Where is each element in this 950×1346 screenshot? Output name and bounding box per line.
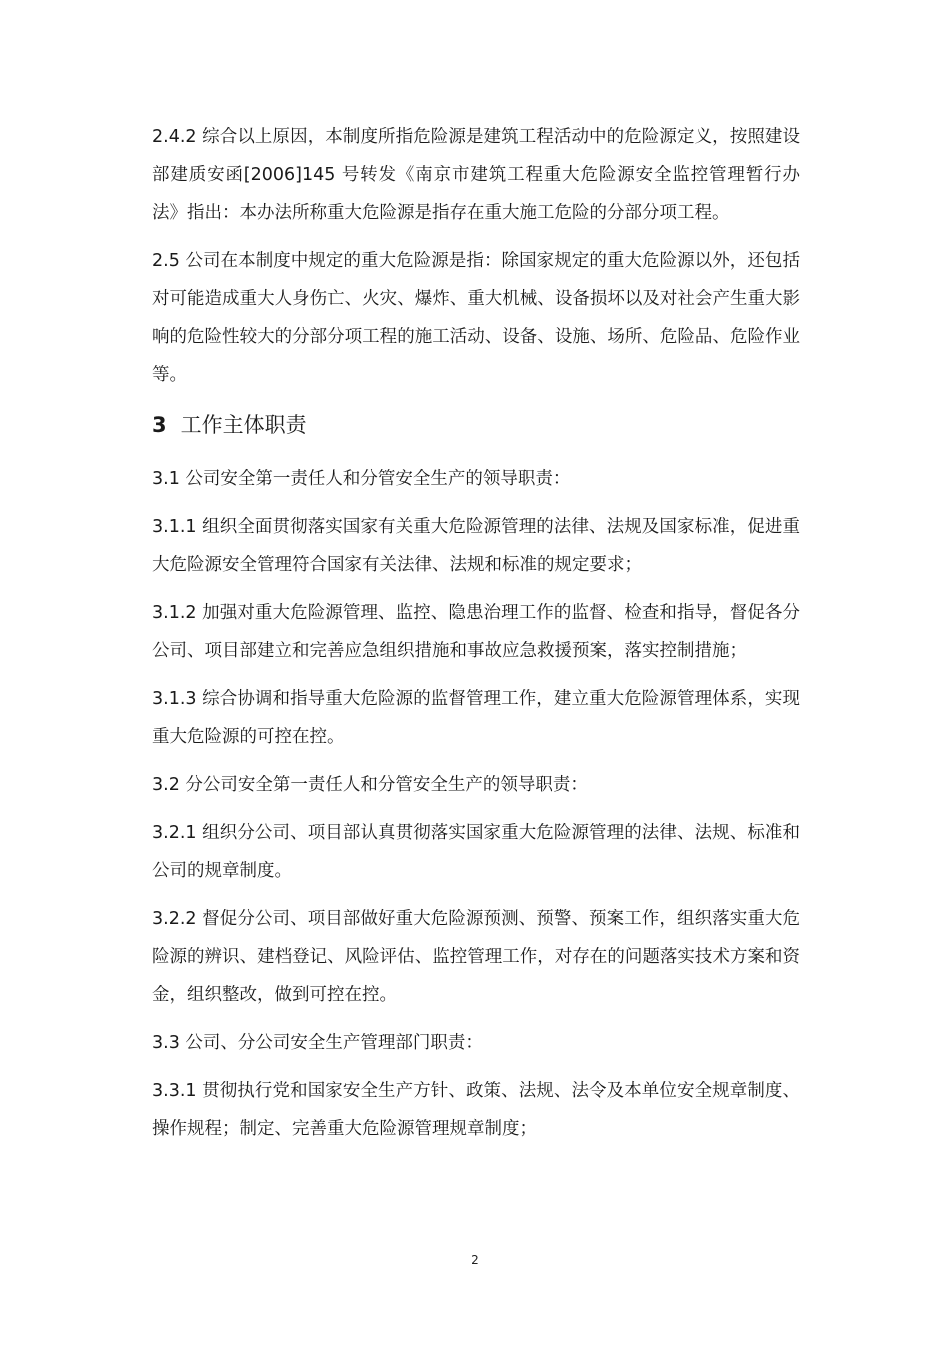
paragraph-3-1: 3.1 公司安全第一责任人和分管安全生产的领导职责： xyxy=(152,469,571,489)
section-heading-number: 3 xyxy=(152,413,167,437)
paragraph-3-2-2: 3.2.2 督促分公司、项目部做好重大危险源预测、预警、预案工作，组织落实重大危险源的辨识、建档登记、风险评估、监控管理工作，对存在的问题落实技术方案和资金，组织整改，做到可控在控。 xyxy=(152,909,800,1005)
paragraph-3-3-1: 3.3.1 贯彻执行党和国家安全生产方针、政策、法规、法令及本单位安全规章制度、操作规程；制定、完善重大危险源管理规章制度； xyxy=(152,1081,800,1139)
paragraph-2-4-2: 2.4.2 综合以上原因，本制度所指危险源是建筑工程活动中的危险源定义，按照建设部建质安函[2006]145 号转发《南京市建筑工程重大危险源安全监控管理暂行办法》指出：本办法所称重大危险源是指存在重大施工危险的分部分项工程。 xyxy=(152,127,800,223)
document-body xyxy=(152,118,800,1158)
page-number: 2 xyxy=(471,1253,479,1267)
paragraph-3-1-1: 3.1.1 组织全面贯彻落实国家有关重大危险源管理的法律、法规及国家标准，促进重大危险源安全管理符合国家有关法律、法规和标准的规定要求； xyxy=(152,517,800,575)
paragraph-3-2-1: 3.2.1 组织分公司、项目部认真贯彻落实国家重大危险源管理的法律、法规、标准和公司的规章制度。 xyxy=(152,823,800,881)
paragraph-3-1-2: 3.1.2 加强对重大危险源管理、监控、隐患治理工作的监督、检查和指导，督促各分公司、项目部建立和完善应急组织措施和事故应急救援预案，落实控制措施； xyxy=(152,603,800,661)
paragraph-3-1-3: 3.1.3 综合协调和指导重大危险源的监督管理工作，建立重大危险源管理体系，实现重大危险源的可控在控。 xyxy=(152,689,800,747)
paragraph-2-5: 2.5 公司在本制度中规定的重大危险源是指：除国家规定的重大危险源以外，还包括对可能造成重大人身伤亡、火灾、爆炸、重大机械、设备损坏以及对社会产生重大影响的危险性较大的分部分项工程的施工活动、设备、设施、场所、危险品、危险作业等。 xyxy=(152,251,800,385)
section-heading-3 xyxy=(152,408,800,442)
section-heading-title: 工作主体职责 xyxy=(180,413,307,437)
paragraph-3-3: 3.3 公司、分公司安全生产管理部门职责： xyxy=(152,1033,483,1053)
paragraph-3-2: 3.2 分公司安全第一责任人和分管安全生产的领导职责： xyxy=(152,775,588,795)
